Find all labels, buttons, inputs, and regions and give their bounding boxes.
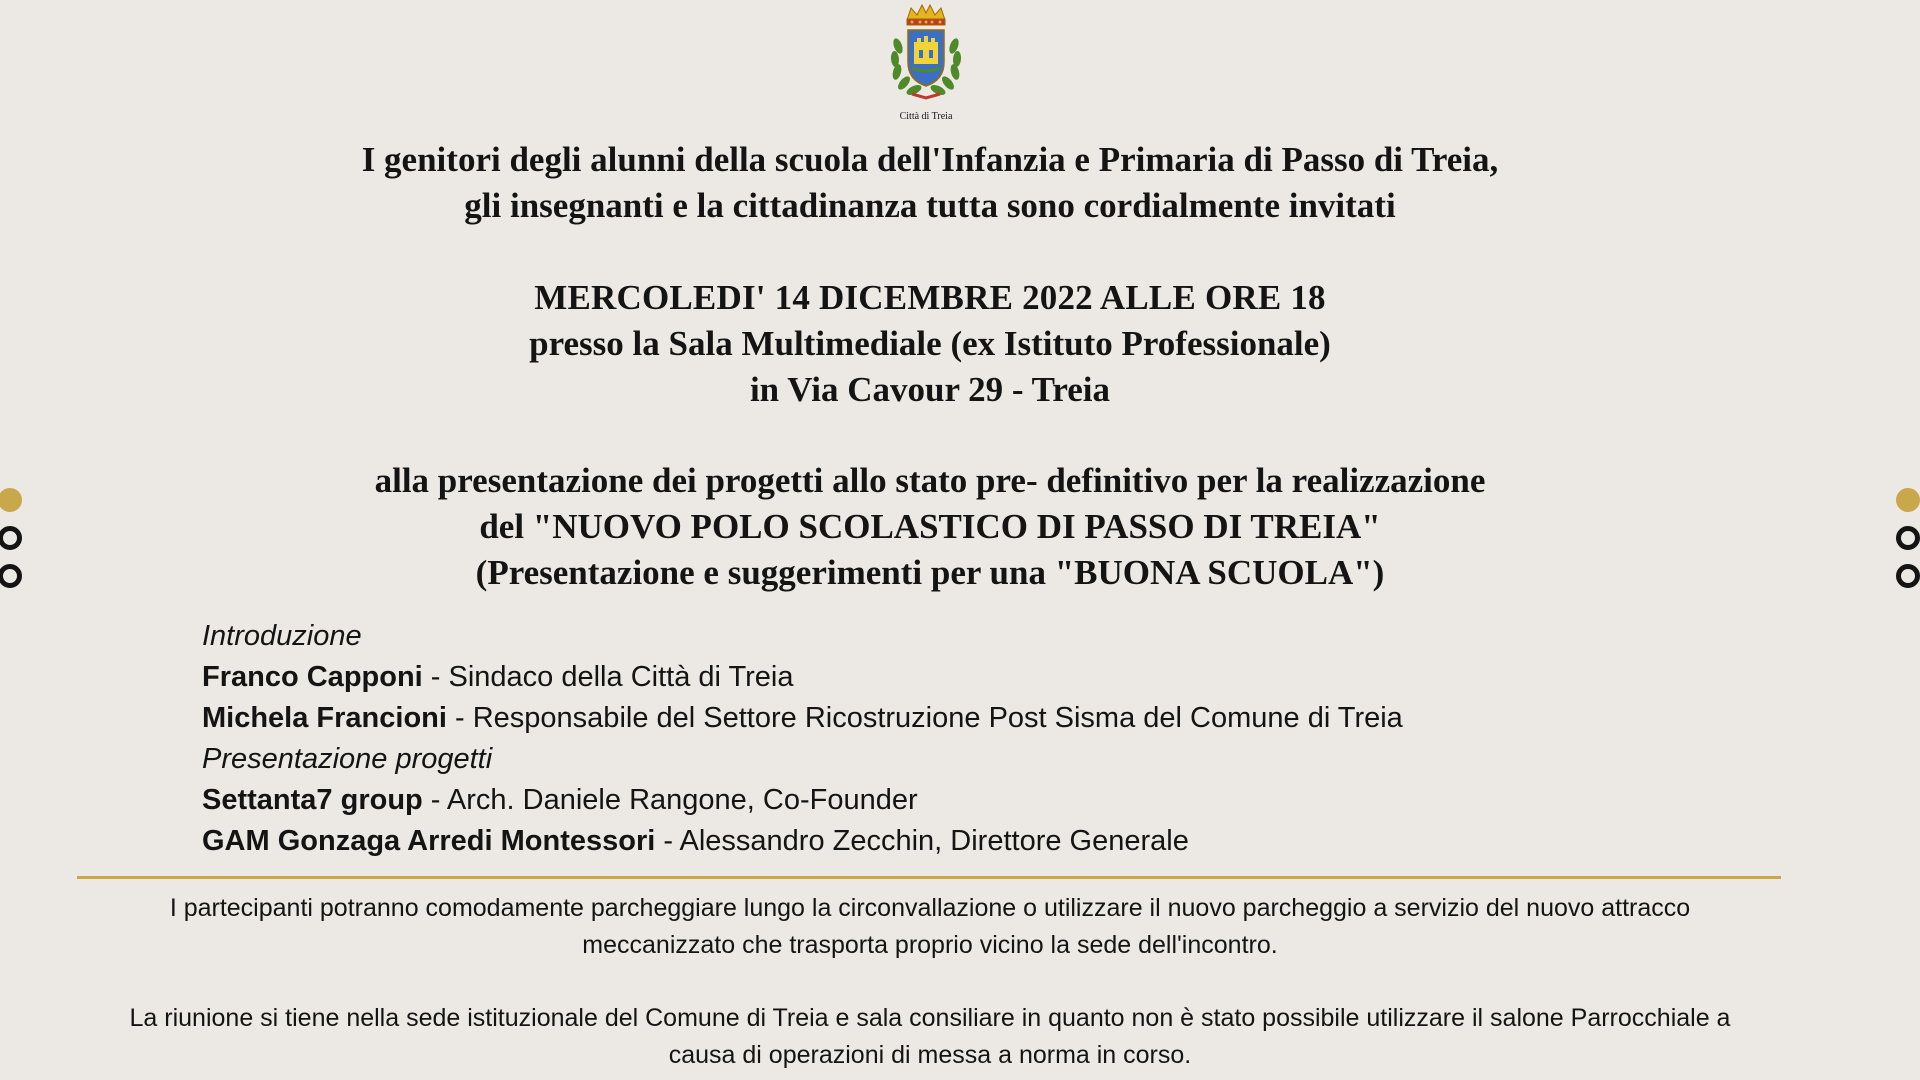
parking-note bbox=[0, 890, 1860, 964]
ring-icon bbox=[1896, 526, 1920, 550]
parking-note-line: I partecipanti potranno comodamente parcheggiare lungo la circonvallazione o utilizzare il nuovo parcheggio a servizio del nuovo attracco bbox=[169, 894, 1691, 922]
event-address: in Via Cavour 29 - Treia bbox=[749, 370, 1111, 409]
section-heading-projects: Presentazione progetti bbox=[202, 743, 493, 775]
shield-icon bbox=[908, 30, 944, 86]
venue-note bbox=[0, 1000, 1860, 1074]
crown-icon bbox=[907, 5, 945, 25]
invitation-text bbox=[0, 137, 1860, 229]
speaker-name: GAM Gonzaga Arredi Montessori bbox=[202, 825, 656, 857]
speaker-row bbox=[202, 698, 1403, 739]
dot-icon bbox=[1896, 488, 1920, 512]
speaker-role: - Responsabile del Settore Ricostruzione Post Sisma del Comune di Treia bbox=[446, 702, 1403, 734]
speaker-name: Michela Francioni bbox=[202, 702, 447, 734]
crest-caption: Città di Treia bbox=[899, 111, 953, 122]
event-venue: presso la Sala Multimediale (ex Istituto Professionale) bbox=[529, 324, 1331, 363]
decorative-dots-right bbox=[1896, 488, 1920, 588]
venue-note-line: La riunione si tiene nella sede istituzionale del Comune di Treia e sala consiliare in quanto non è stato possibile utilizzare il salone Parrocchiale a bbox=[129, 1004, 1731, 1032]
purpose-line: alla presentazione dei progetti allo stato pre- definitivo per la realizzazione bbox=[374, 461, 1486, 500]
speaker-name: Settanta7 group bbox=[202, 784, 423, 816]
program-list bbox=[202, 616, 1403, 862]
speaker-role: - Arch. Daniele Rangone, Co-Founder bbox=[422, 784, 918, 816]
invitation-line: gli insegnanti e la cittadinanza tutta sono cordialmente invitati bbox=[464, 186, 1396, 225]
section-heading-introduction: Introduzione bbox=[202, 620, 362, 652]
purpose-subtitle: (Presentazione e suggerimenti per una "BUONA SCUOLA") bbox=[475, 553, 1385, 592]
speaker-row bbox=[202, 657, 1403, 698]
speaker-row bbox=[202, 780, 1403, 821]
invitation-line: I genitori degli alunni della scuola dell'Infanzia e Primaria di Passo di Treia, bbox=[361, 140, 1499, 179]
venue-note-line: causa di operazioni di messa a norma in corso. bbox=[668, 1041, 1192, 1069]
event-details bbox=[0, 275, 1860, 413]
ring-icon bbox=[1896, 564, 1920, 588]
speaker-role: - Alessandro Zecchin, Direttore Generale bbox=[655, 825, 1189, 857]
event-purpose bbox=[0, 458, 1860, 596]
parking-note-line: meccanizzato che trasporta proprio vicino la sede dell'incontro. bbox=[582, 931, 1278, 959]
project-title: del "NUOVO POLO SCOLASTICO DI PASSO DI TREIA" bbox=[479, 507, 1381, 546]
speaker-role: - Sindaco della Città di Treia bbox=[422, 661, 794, 693]
speaker-row bbox=[202, 821, 1403, 862]
speaker-name: Franco Capponi bbox=[202, 661, 423, 693]
decorative-dots-left bbox=[0, 488, 22, 588]
coat-of-arms-logo bbox=[876, 2, 976, 126]
gold-divider bbox=[77, 876, 1781, 879]
dot-icon bbox=[0, 488, 22, 512]
event-date: MERCOLEDI' 14 DICEMBRE 2022 ALLE ORE 18 bbox=[534, 278, 1326, 317]
ring-icon bbox=[0, 526, 22, 550]
ring-icon bbox=[0, 564, 22, 588]
